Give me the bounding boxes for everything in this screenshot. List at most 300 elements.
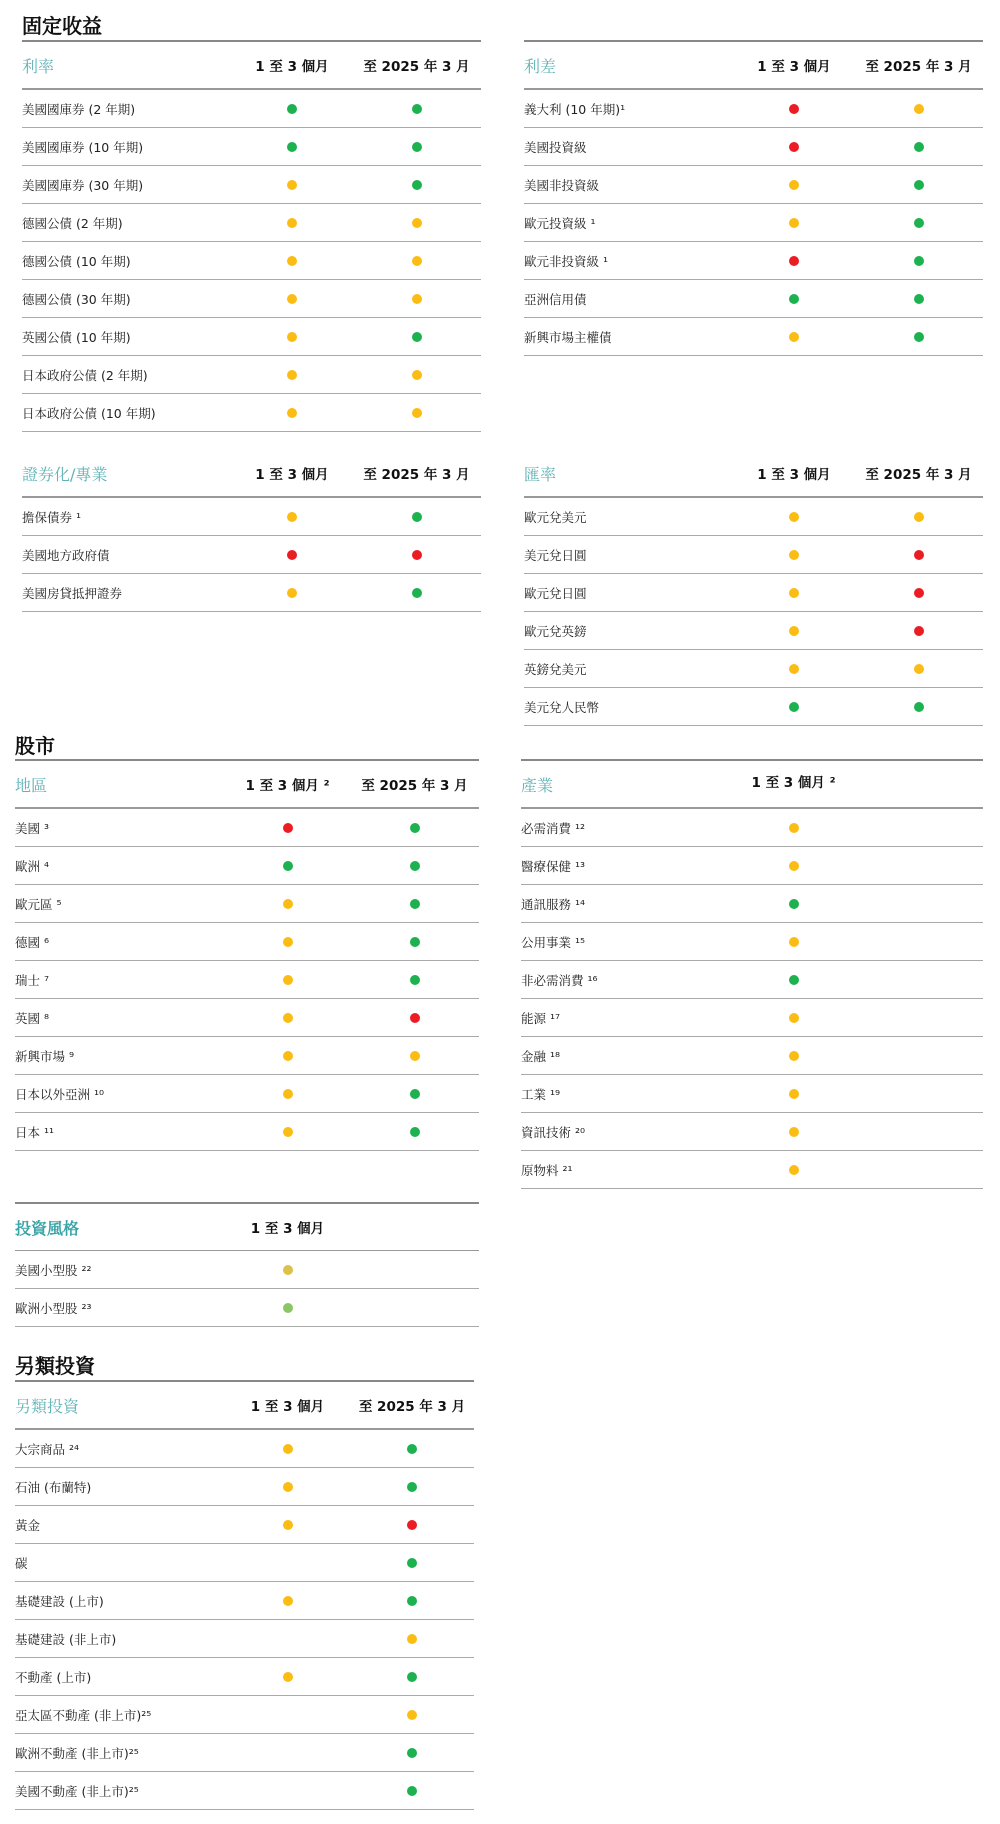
table-label: 產業 xyxy=(521,775,554,795)
cell-1-3-months xyxy=(731,861,856,871)
green-indicator-dot xyxy=(914,332,924,342)
table-row xyxy=(15,1506,474,1544)
col-1-3-months: 1 至 3 個月 xyxy=(250,1399,325,1415)
yellow-indicator-dot xyxy=(287,256,297,266)
table-row xyxy=(15,1289,479,1327)
cell-mar-2025 xyxy=(350,861,479,871)
green-indicator-dot xyxy=(407,1786,417,1796)
yellow-indicator-dot xyxy=(789,332,799,342)
table-row xyxy=(22,166,481,204)
table-row xyxy=(15,1430,474,1468)
green-indicator-dot xyxy=(914,142,924,152)
cell-mar-2025 xyxy=(350,1634,474,1644)
row-label: 美國投資級 xyxy=(524,139,587,155)
table-label: 投資風格 xyxy=(15,1218,80,1238)
row-label: 基礎建設 (非上市) xyxy=(15,1631,117,1647)
table-row xyxy=(15,1696,474,1734)
row-label: 公用事業 ¹⁵ xyxy=(521,934,585,950)
cell-1-3-months xyxy=(734,218,854,228)
green-indicator-dot xyxy=(412,588,422,598)
yellow-indicator-dot xyxy=(789,588,799,598)
cell-1-3-months xyxy=(225,1013,350,1023)
row-label: 歐元兌日圓 xyxy=(524,585,587,601)
cell-1-3-months xyxy=(734,664,854,674)
row-label: 石油 (布蘭特) xyxy=(15,1479,92,1495)
table-label: 利率 xyxy=(22,56,55,76)
table-row xyxy=(15,809,479,847)
cell-mar-2025 xyxy=(350,1558,474,1568)
green-indicator-dot xyxy=(914,256,924,266)
red-indicator-dot xyxy=(789,142,799,152)
cell-1-3-months xyxy=(225,1596,350,1606)
yellow-indicator-dot xyxy=(283,1482,293,1492)
row-label: 美國國庫券 (2 年期) xyxy=(22,101,136,117)
table-row xyxy=(15,1772,474,1810)
table-header xyxy=(524,42,983,90)
table-row xyxy=(524,574,983,612)
red-indicator-dot xyxy=(789,104,799,114)
cell-1-3-months xyxy=(225,823,350,833)
row-label: 英國 ⁸ xyxy=(15,1010,49,1026)
green-indicator-dot xyxy=(410,823,420,833)
table-row xyxy=(521,1113,983,1151)
table-row xyxy=(524,166,983,204)
yellow-indicator-dot xyxy=(789,1051,799,1061)
yellow-indicator-dot xyxy=(789,1089,799,1099)
table-row xyxy=(22,242,481,280)
row-label: 日本 ¹¹ xyxy=(15,1124,54,1140)
table-regions xyxy=(15,761,479,1151)
cell-1-3-months xyxy=(225,1303,350,1313)
cell-mar-2025 xyxy=(350,1520,474,1530)
cell-mar-2025 xyxy=(350,937,479,947)
yellow-indicator-dot xyxy=(283,975,293,985)
table-header xyxy=(22,42,481,90)
yellow-indicator-dot xyxy=(287,588,297,598)
row-label: 美國地方政府債 xyxy=(22,547,110,563)
cell-1-3-months xyxy=(232,180,352,190)
row-label: 能源 ¹⁷ xyxy=(521,1010,560,1026)
cell-mar-2025 xyxy=(854,550,983,560)
cell-1-3-months xyxy=(232,332,352,342)
table-styles xyxy=(15,1204,479,1327)
muted-yellow-indicator-dot xyxy=(283,1265,293,1275)
green-indicator-dot xyxy=(407,1596,417,1606)
cell-1-3-months xyxy=(225,937,350,947)
table-row xyxy=(524,204,983,242)
cell-mar-2025 xyxy=(350,823,479,833)
cell-mar-2025 xyxy=(352,332,481,342)
cell-1-3-months xyxy=(731,1089,856,1099)
cell-1-3-months xyxy=(225,1089,350,1099)
table-row xyxy=(521,923,983,961)
table-label: 證券化/專業 xyxy=(22,464,108,484)
row-label: 英國公債 (10 年期) xyxy=(22,329,131,345)
cell-mar-2025 xyxy=(854,512,983,522)
yellow-indicator-dot xyxy=(283,1089,293,1099)
row-label: 擔保債券 ¹ xyxy=(22,509,81,525)
yellow-indicator-dot xyxy=(407,1710,417,1720)
cell-1-3-months xyxy=(731,823,856,833)
yellow-indicator-dot xyxy=(412,408,422,418)
green-indicator-dot xyxy=(789,294,799,304)
row-label: 美國房貸抵押證券 xyxy=(22,585,123,601)
row-label: 美元兌日圓 xyxy=(524,547,587,563)
table-row xyxy=(15,1037,479,1075)
green-indicator-dot xyxy=(914,702,924,712)
section-title-fixed-income: 固定收益 xyxy=(22,14,102,38)
green-indicator-dot xyxy=(407,1444,417,1454)
col-1-3-months: 1 至 3 個月 xyxy=(757,59,831,75)
cell-1-3-months xyxy=(734,550,854,560)
table-row xyxy=(22,498,481,536)
cell-1-3-months xyxy=(232,550,352,560)
row-label: 美國小型股 ²² xyxy=(15,1262,92,1278)
yellow-indicator-dot xyxy=(287,180,297,190)
table-row xyxy=(15,1734,474,1772)
table-row xyxy=(521,847,983,885)
yellow-indicator-dot xyxy=(789,512,799,522)
row-label: 美元兌人民幣 xyxy=(524,699,600,715)
green-indicator-dot xyxy=(410,861,420,871)
green-indicator-dot xyxy=(914,218,924,228)
green-indicator-dot xyxy=(412,512,422,522)
cell-mar-2025 xyxy=(352,294,481,304)
cell-1-3-months xyxy=(734,626,854,636)
table-row xyxy=(22,204,481,242)
cell-1-3-months xyxy=(734,702,854,712)
green-indicator-dot xyxy=(789,975,799,985)
row-label: 亞太區不動產 (非上市)²⁵ xyxy=(15,1707,152,1723)
yellow-indicator-dot xyxy=(789,626,799,636)
green-indicator-dot xyxy=(914,294,924,304)
cell-mar-2025 xyxy=(350,1710,474,1720)
cell-1-3-months xyxy=(731,1051,856,1061)
table-securitized xyxy=(22,450,481,612)
table-row xyxy=(521,1075,983,1113)
table-row xyxy=(15,885,479,923)
cell-mar-2025 xyxy=(854,588,983,598)
cell-1-3-months xyxy=(225,1127,350,1137)
cell-mar-2025 xyxy=(854,702,983,712)
yellow-indicator-dot xyxy=(283,1444,293,1454)
table-header xyxy=(15,761,479,809)
yellow-indicator-dot xyxy=(914,664,924,674)
table-row xyxy=(15,999,479,1037)
table-row xyxy=(15,1075,479,1113)
table-row xyxy=(524,242,983,280)
cell-mar-2025 xyxy=(352,588,481,598)
row-label: 歐元兌英鎊 xyxy=(524,623,587,639)
cell-mar-2025 xyxy=(854,142,983,152)
row-label: 必需消費 ¹² xyxy=(521,820,585,836)
cell-mar-2025 xyxy=(350,1089,479,1099)
row-label: 日本以外亞洲 ¹⁰ xyxy=(15,1086,104,1102)
yellow-indicator-dot xyxy=(283,1013,293,1023)
cell-mar-2025 xyxy=(854,664,983,674)
table-row xyxy=(22,394,481,432)
green-indicator-dot xyxy=(412,332,422,342)
cell-mar-2025 xyxy=(854,256,983,266)
cell-1-3-months xyxy=(734,180,854,190)
cell-1-3-months xyxy=(225,899,350,909)
yellow-indicator-dot xyxy=(287,512,297,522)
red-indicator-dot xyxy=(283,823,293,833)
yellow-indicator-dot xyxy=(789,664,799,674)
row-label: 新興市場 ⁹ xyxy=(15,1048,74,1064)
row-label: 歐元區 ⁵ xyxy=(15,896,62,912)
row-label: 美國 ³ xyxy=(15,820,49,836)
table-row xyxy=(15,1113,479,1151)
row-label: 醫療保健 ¹³ xyxy=(521,858,585,874)
row-label: 美國國庫券 (10 年期) xyxy=(22,139,144,155)
table-row xyxy=(15,1582,474,1620)
row-label: 歐元投資級 ¹ xyxy=(524,215,596,231)
green-indicator-dot xyxy=(412,142,422,152)
table-row xyxy=(22,128,481,166)
table-header xyxy=(15,1204,479,1251)
cell-mar-2025 xyxy=(350,1051,479,1061)
green-indicator-dot xyxy=(410,1089,420,1099)
yellow-indicator-dot xyxy=(789,180,799,190)
row-label: 德國公債 (10 年期) xyxy=(22,253,131,269)
cell-1-3-months xyxy=(232,218,352,228)
cell-1-3-months xyxy=(232,294,352,304)
row-label: 黃金 xyxy=(15,1517,41,1533)
table-row xyxy=(521,999,983,1037)
table-spreads xyxy=(524,42,983,356)
yellow-indicator-dot xyxy=(407,1634,417,1644)
yellow-indicator-dot xyxy=(789,1127,799,1137)
col-1-3-months: 1 至 3 個月 xyxy=(250,1221,325,1237)
cell-1-3-months xyxy=(225,1265,350,1275)
yellow-indicator-dot xyxy=(914,512,924,522)
cell-mar-2025 xyxy=(350,1013,479,1023)
cell-1-3-months xyxy=(731,975,856,985)
red-indicator-dot xyxy=(412,550,422,560)
cell-mar-2025 xyxy=(352,218,481,228)
row-label: 日本政府公債 (2 年期) xyxy=(22,367,148,383)
row-label: 非必需消費 ¹⁶ xyxy=(521,972,598,988)
row-label: 義大利 (10 年期)¹ xyxy=(524,101,626,117)
cell-mar-2025 xyxy=(854,294,983,304)
cell-mar-2025 xyxy=(854,332,983,342)
yellow-indicator-dot xyxy=(412,256,422,266)
green-indicator-dot xyxy=(287,104,297,114)
green-indicator-dot xyxy=(410,1127,420,1137)
green-indicator-dot xyxy=(914,180,924,190)
cell-mar-2025 xyxy=(350,1672,474,1682)
row-label: 原物料 ²¹ xyxy=(521,1162,573,1178)
red-indicator-dot xyxy=(287,550,297,560)
cell-mar-2025 xyxy=(854,218,983,228)
cell-1-3-months xyxy=(232,408,352,418)
yellow-indicator-dot xyxy=(789,937,799,947)
table-alternatives xyxy=(15,1382,474,1810)
row-label: 美國非投資級 xyxy=(524,177,600,193)
cell-1-3-months xyxy=(225,975,350,985)
row-label: 金融 ¹⁸ xyxy=(521,1048,560,1064)
table-row xyxy=(521,961,983,999)
table-label: 另類投資 xyxy=(15,1396,80,1416)
row-label: 德國公債 (2 年期) xyxy=(22,215,123,231)
cell-mar-2025 xyxy=(352,256,481,266)
yellow-indicator-dot xyxy=(789,1013,799,1023)
yellow-indicator-dot xyxy=(283,899,293,909)
cell-1-3-months xyxy=(232,142,352,152)
table-row xyxy=(524,688,983,726)
cell-1-3-months xyxy=(734,142,854,152)
row-label: 歐洲小型股 ²³ xyxy=(15,1300,92,1316)
cell-1-3-months xyxy=(232,588,352,598)
cell-1-3-months xyxy=(731,899,856,909)
red-indicator-dot xyxy=(410,1013,420,1023)
table-row xyxy=(524,536,983,574)
yellow-indicator-dot xyxy=(789,218,799,228)
table-row xyxy=(22,536,481,574)
col-mar-2025: 至 2025 年 3 月 xyxy=(865,59,972,75)
table-row xyxy=(15,1468,474,1506)
table-rates xyxy=(22,42,481,432)
muted-green-indicator-dot xyxy=(283,1303,293,1313)
green-indicator-dot xyxy=(407,1748,417,1758)
col-1-3-months: 1 至 3 個月 ² xyxy=(751,775,836,791)
yellow-indicator-dot xyxy=(789,861,799,871)
cell-1-3-months xyxy=(225,1051,350,1061)
red-indicator-dot xyxy=(789,256,799,266)
cell-mar-2025 xyxy=(854,104,983,114)
yellow-indicator-dot xyxy=(410,1051,420,1061)
row-label: 歐元兌美元 xyxy=(524,509,587,525)
col-1-3-months: 1 至 3 個月 xyxy=(255,467,329,483)
row-label: 德國公債 (30 年期) xyxy=(22,291,131,307)
table-row xyxy=(15,1251,479,1289)
red-indicator-dot xyxy=(914,550,924,560)
row-label: 歐洲不動產 (非上市)²⁵ xyxy=(15,1745,139,1761)
table-row xyxy=(524,318,983,356)
green-indicator-dot xyxy=(407,1482,417,1492)
cell-mar-2025 xyxy=(350,1482,474,1492)
row-label: 通訊服務 ¹⁴ xyxy=(521,896,585,912)
row-label: 亞洲信用債 xyxy=(524,291,587,307)
col-mar-2025: 至 2025 年 3 月 xyxy=(363,59,470,75)
yellow-indicator-dot xyxy=(287,408,297,418)
col-1-3-months: 1 至 3 個月 xyxy=(757,467,831,483)
table-row xyxy=(22,356,481,394)
row-label: 英鎊兌美元 xyxy=(524,661,587,677)
col-1-3-months: 1 至 3 個月 ² xyxy=(245,778,330,794)
red-indicator-dot xyxy=(914,588,924,598)
cell-1-3-months xyxy=(731,937,856,947)
row-label: 基礎建設 (上市) xyxy=(15,1593,104,1609)
green-indicator-dot xyxy=(410,975,420,985)
row-label: 碳 xyxy=(15,1555,28,1571)
table-label: 利差 xyxy=(524,56,557,76)
cell-mar-2025 xyxy=(352,370,481,380)
cell-1-3-months xyxy=(734,512,854,522)
table-header xyxy=(521,761,983,809)
yellow-indicator-dot xyxy=(287,332,297,342)
yellow-indicator-dot xyxy=(283,1672,293,1682)
red-indicator-dot xyxy=(914,626,924,636)
yellow-indicator-dot xyxy=(283,1520,293,1530)
cell-1-3-months xyxy=(225,1444,350,1454)
cell-1-3-months xyxy=(232,512,352,522)
yellow-indicator-dot xyxy=(789,1165,799,1175)
row-label: 德國 ⁶ xyxy=(15,934,49,950)
table-row xyxy=(524,90,983,128)
yellow-indicator-dot xyxy=(283,1051,293,1061)
table-fx xyxy=(524,450,983,726)
table-row xyxy=(15,847,479,885)
table-row xyxy=(521,1151,983,1189)
row-label: 大宗商品 ²⁴ xyxy=(15,1441,79,1457)
cell-1-3-months xyxy=(232,370,352,380)
col-mar-2025: 至 2025 年 3 月 xyxy=(363,467,470,483)
green-indicator-dot xyxy=(283,861,293,871)
cell-mar-2025 xyxy=(350,1127,479,1137)
row-label: 歐洲 ⁴ xyxy=(15,858,49,874)
yellow-indicator-dot xyxy=(283,937,293,947)
green-indicator-dot xyxy=(412,104,422,114)
green-indicator-dot xyxy=(287,142,297,152)
cell-1-3-months xyxy=(225,1672,350,1682)
green-indicator-dot xyxy=(407,1558,417,1568)
table-row xyxy=(524,280,983,318)
table-row xyxy=(15,923,479,961)
cell-mar-2025 xyxy=(350,1596,474,1606)
cell-1-3-months xyxy=(731,1165,856,1175)
row-label: 瑞士 ⁷ xyxy=(15,972,49,988)
cell-1-3-months xyxy=(225,1520,350,1530)
green-indicator-dot xyxy=(789,702,799,712)
row-label: 工業 ¹⁹ xyxy=(521,1086,560,1102)
table-row xyxy=(15,1544,474,1582)
table-row xyxy=(521,809,983,847)
cell-1-3-months xyxy=(225,861,350,871)
table-row xyxy=(524,650,983,688)
cell-mar-2025 xyxy=(350,1786,474,1796)
table-sectors xyxy=(521,761,983,1189)
yellow-indicator-dot xyxy=(789,823,799,833)
yellow-indicator-dot xyxy=(789,550,799,560)
cell-1-3-months xyxy=(225,1482,350,1492)
cell-1-3-months xyxy=(734,294,854,304)
cell-mar-2025 xyxy=(350,1748,474,1758)
yellow-indicator-dot xyxy=(283,1596,293,1606)
green-indicator-dot xyxy=(407,1672,417,1682)
row-label: 不動產 (上市) xyxy=(15,1669,92,1685)
table-row xyxy=(524,128,983,166)
yellow-indicator-dot xyxy=(412,218,422,228)
col-mar-2025: 至 2025 年 3 月 xyxy=(358,1399,466,1415)
green-indicator-dot xyxy=(410,899,420,909)
table-header xyxy=(15,1382,474,1430)
table-row xyxy=(15,961,479,999)
yellow-indicator-dot xyxy=(412,294,422,304)
row-label: 新興市場主權債 xyxy=(524,329,612,345)
table-row xyxy=(15,1658,474,1696)
green-indicator-dot xyxy=(410,937,420,947)
section-title-alternatives: 另類投資 xyxy=(15,1354,95,1378)
yellow-indicator-dot xyxy=(287,294,297,304)
yellow-indicator-dot xyxy=(287,218,297,228)
table-row xyxy=(524,498,983,536)
table-header xyxy=(22,450,481,498)
cell-1-3-months xyxy=(232,104,352,114)
table-row xyxy=(521,885,983,923)
table-header xyxy=(524,450,983,498)
